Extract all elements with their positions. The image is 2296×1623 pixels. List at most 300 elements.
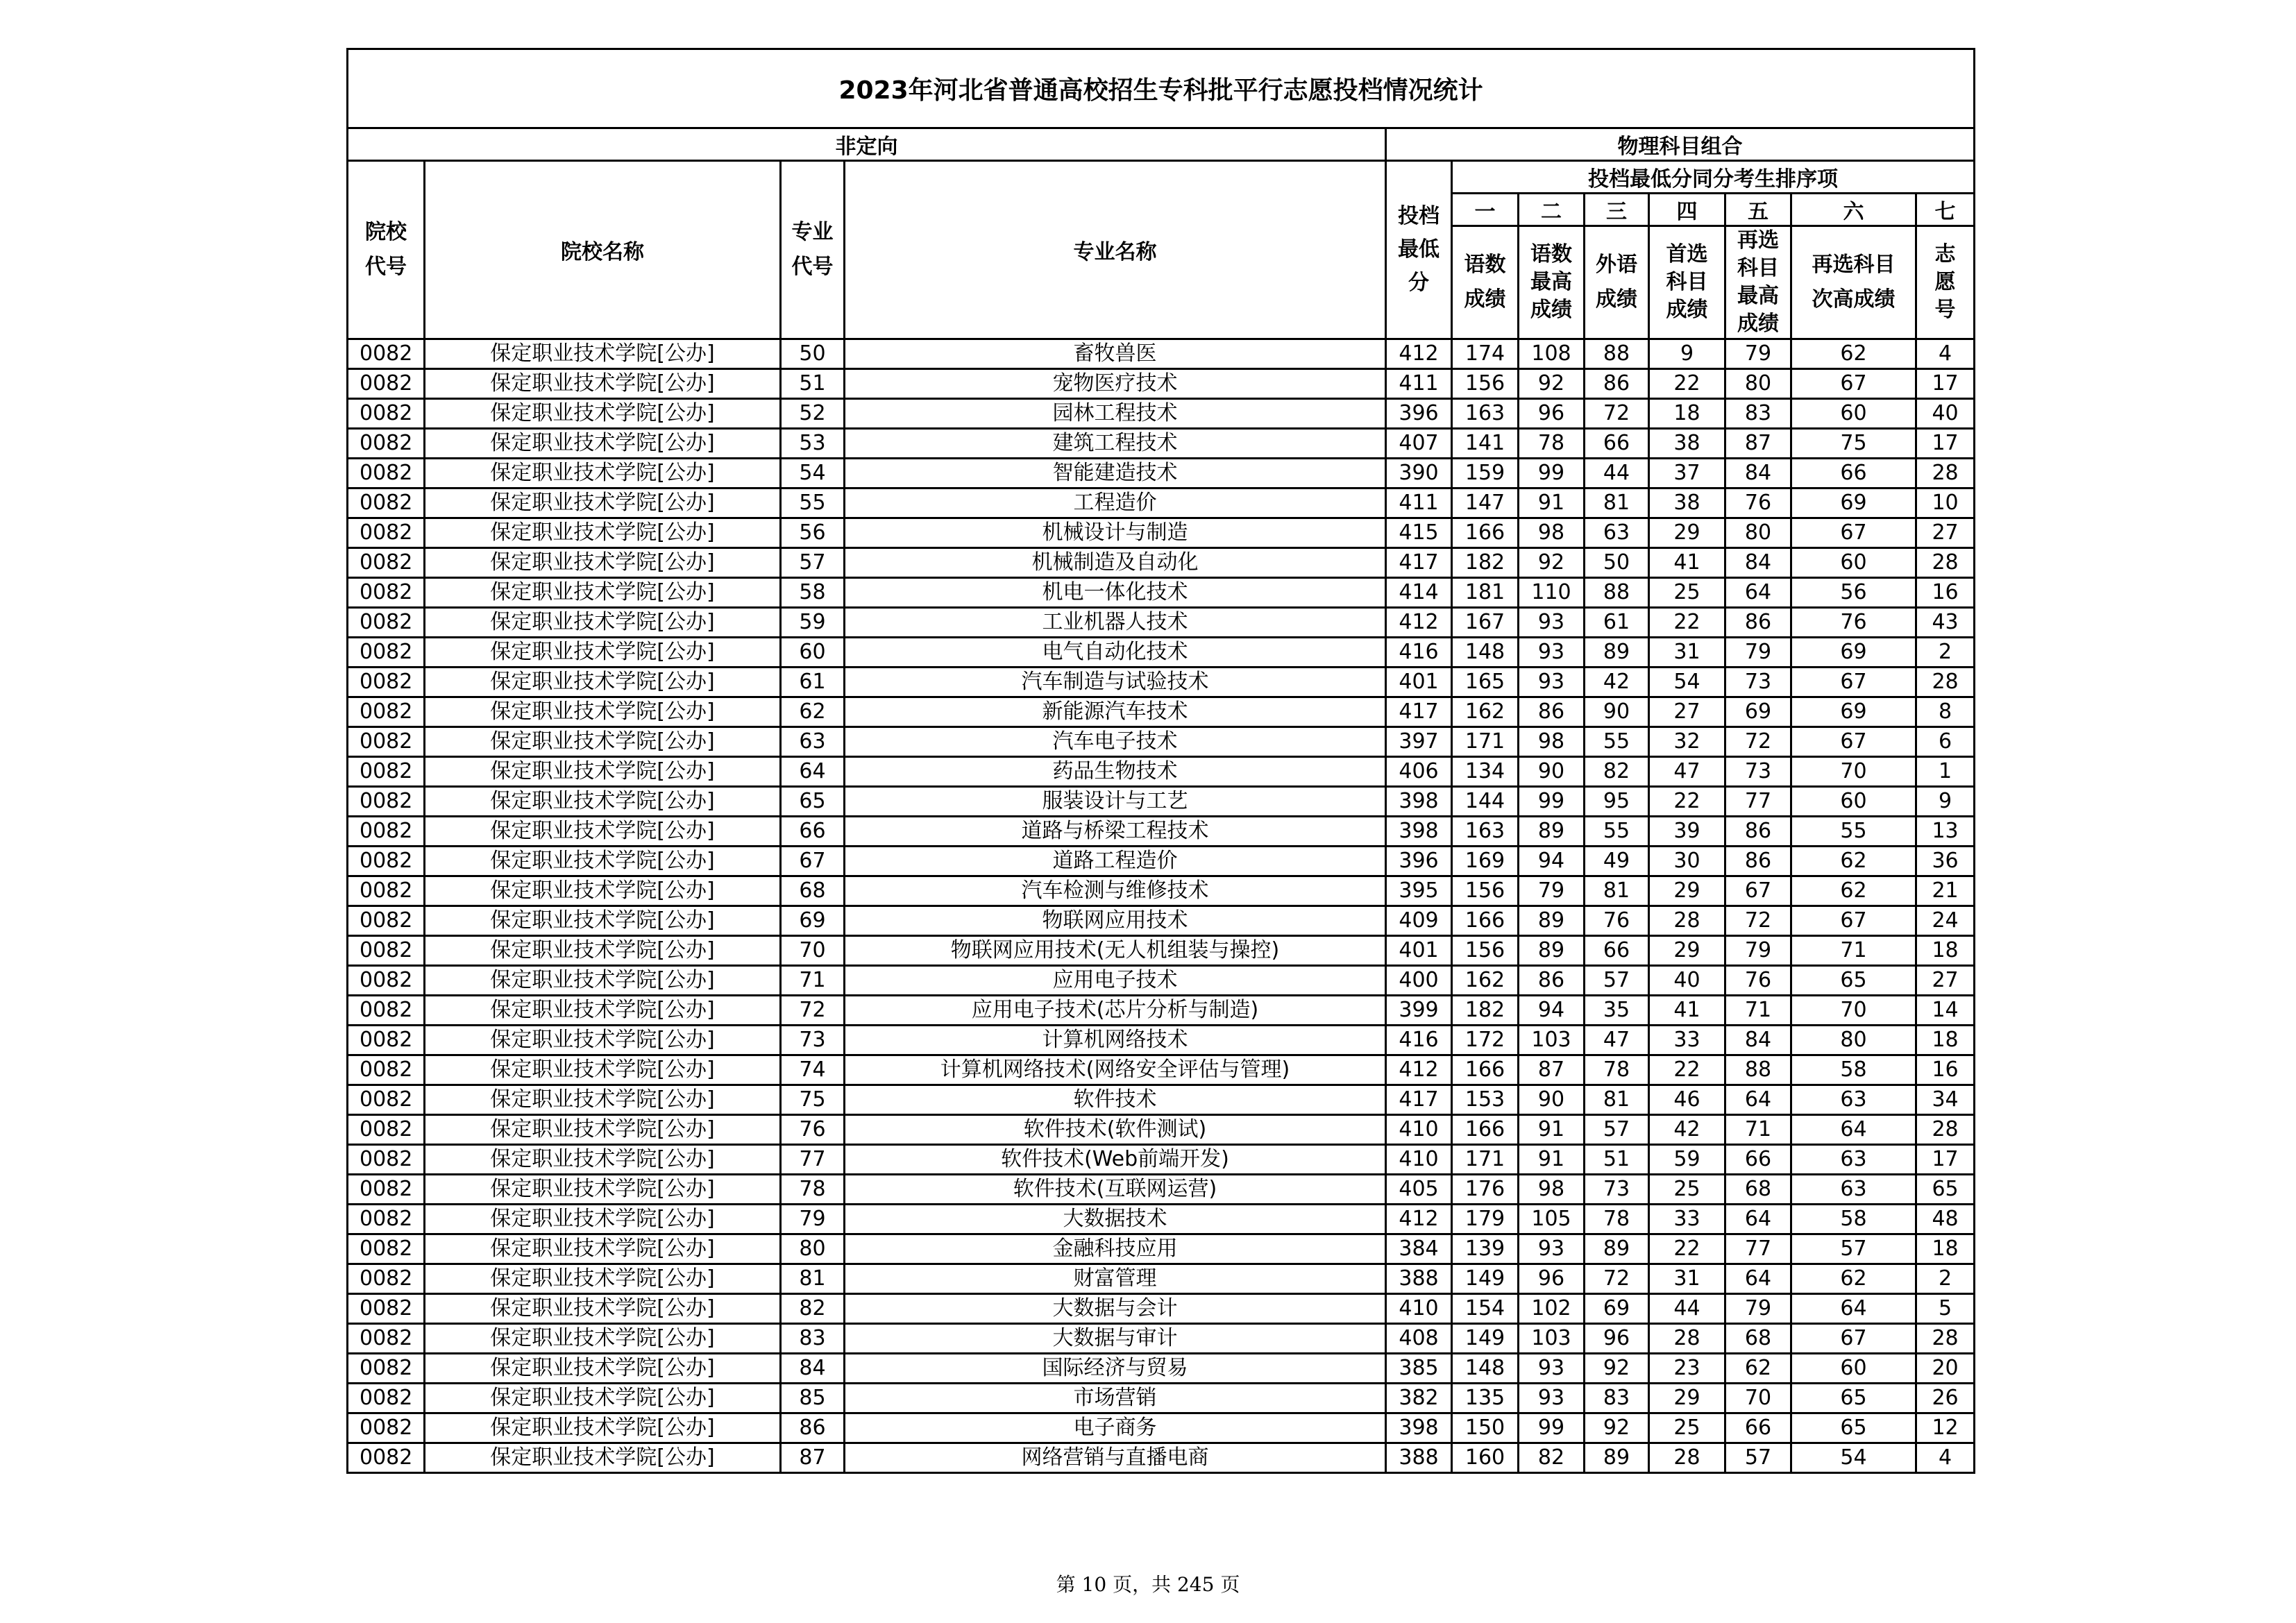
table-cell: 物联网应用技术(无人机组装与操控) bbox=[845, 936, 1386, 966]
table-cell: 63 bbox=[1791, 1085, 1916, 1115]
table-cell: 园林工程技术 bbox=[845, 399, 1386, 429]
table-cell: 91 bbox=[1519, 488, 1585, 518]
table-cell: 165 bbox=[1452, 668, 1519, 697]
table-cell: 92 bbox=[1585, 1413, 1649, 1443]
table-cell: 82 bbox=[1519, 1443, 1585, 1473]
table-cell: 388 bbox=[1386, 1443, 1452, 1473]
table-cell: 国际经济与贸易 bbox=[845, 1354, 1386, 1384]
table-cell: 398 bbox=[1386, 787, 1452, 817]
table-cell: 79 bbox=[1725, 638, 1791, 668]
table-cell: 171 bbox=[1452, 1145, 1519, 1175]
table-row bbox=[348, 1205, 1975, 1234]
table-row bbox=[348, 518, 1975, 548]
table-cell: 保定职业技术学院[公办] bbox=[425, 578, 781, 608]
table-cell: 64 bbox=[1725, 1264, 1791, 1294]
table-cell: 保定职业技术学院[公办] bbox=[425, 1264, 781, 1294]
table-cell: 397 bbox=[1386, 727, 1452, 757]
table-cell: 64 bbox=[1725, 1205, 1791, 1234]
table-cell: 169 bbox=[1452, 847, 1519, 876]
table-cell: 396 bbox=[1386, 399, 1452, 429]
table-cell: 27 bbox=[1916, 518, 1975, 548]
table-cell: 58 bbox=[1791, 1055, 1916, 1085]
table-cell: 89 bbox=[1585, 638, 1649, 668]
table-cell: 保定职业技术学院[公办] bbox=[425, 876, 781, 906]
table-cell: 67 bbox=[781, 847, 845, 876]
table-row bbox=[348, 1443, 1975, 1473]
table-cell: 28 bbox=[1916, 459, 1975, 488]
table-cell: 76 bbox=[1791, 608, 1916, 638]
table-cell: 金融科技应用 bbox=[845, 1234, 1386, 1264]
table-cell: 保定职业技术学院[公办] bbox=[425, 697, 781, 727]
table-cell: 网络营销与直播电商 bbox=[845, 1443, 1386, 1473]
table-cell: 机械设计与制造 bbox=[845, 518, 1386, 548]
table-cell: 70 bbox=[1791, 757, 1916, 787]
table-cell: 62 bbox=[1725, 1354, 1791, 1384]
table-cell: 保定职业技术学院[公办] bbox=[425, 1205, 781, 1234]
table-cell: 工业机器人技术 bbox=[845, 608, 1386, 638]
table-cell: 154 bbox=[1452, 1294, 1519, 1324]
table-cell: 80 bbox=[1725, 518, 1791, 548]
table-cell: 72 bbox=[1725, 727, 1791, 757]
table-row bbox=[348, 847, 1975, 876]
table-cell: 60 bbox=[1791, 399, 1916, 429]
table-cell: 0082 bbox=[348, 1294, 425, 1324]
table-cell: 0082 bbox=[348, 1354, 425, 1384]
table-cell: 166 bbox=[1452, 1055, 1519, 1085]
table-cell: 167 bbox=[1452, 608, 1519, 638]
table-cell: 65 bbox=[1791, 966, 1916, 996]
table-cell: 53 bbox=[781, 429, 845, 459]
table-cell: 0082 bbox=[348, 1026, 425, 1055]
table-cell: 0082 bbox=[348, 1115, 425, 1145]
table-cell: 0082 bbox=[348, 817, 425, 847]
table-cell: 23 bbox=[1649, 1354, 1725, 1384]
table-cell: 83 bbox=[1725, 399, 1791, 429]
table-cell: 51 bbox=[781, 369, 845, 399]
table-cell: 41 bbox=[1649, 996, 1725, 1026]
table-cell: 57 bbox=[1585, 1115, 1649, 1145]
table-cell: 保定职业技术学院[公办] bbox=[425, 787, 781, 817]
table-row bbox=[348, 1294, 1975, 1324]
table-cell: 47 bbox=[1585, 1026, 1649, 1055]
table-cell: 22 bbox=[1649, 608, 1725, 638]
table-cell: 162 bbox=[1452, 966, 1519, 996]
table-cell: 大数据与审计 bbox=[845, 1324, 1386, 1354]
table-cell: 86 bbox=[1725, 847, 1791, 876]
table-cell: 78 bbox=[1519, 429, 1585, 459]
table-cell: 159 bbox=[1452, 459, 1519, 488]
table-cell: 保定职业技术学院[公办] bbox=[425, 459, 781, 488]
table-cell: 68 bbox=[781, 876, 845, 906]
table-cell: 13 bbox=[1916, 817, 1975, 847]
table-cell: 2 bbox=[1916, 638, 1975, 668]
table-cell: 保定职业技术学院[公办] bbox=[425, 608, 781, 638]
table-cell: 55 bbox=[781, 488, 845, 518]
table-row bbox=[348, 399, 1975, 429]
table-cell: 机械制造及自动化 bbox=[845, 548, 1386, 578]
table-cell: 399 bbox=[1386, 996, 1452, 1026]
table-cell: 62 bbox=[1791, 847, 1916, 876]
table-cell: 83 bbox=[781, 1324, 845, 1354]
table-cell: 42 bbox=[1649, 1115, 1725, 1145]
rank-label-reselect-max: 再选科目最高成绩 bbox=[1725, 226, 1791, 339]
table-cell: 保定职业技术学院[公办] bbox=[425, 339, 781, 369]
table-row bbox=[348, 1324, 1975, 1354]
table-row bbox=[348, 339, 1975, 369]
table-cell: 16 bbox=[1916, 1055, 1975, 1085]
table-cell: 78 bbox=[1585, 1055, 1649, 1085]
table-cell: 0082 bbox=[348, 668, 425, 697]
table-cell: 64 bbox=[781, 757, 845, 787]
table-cell: 0082 bbox=[348, 459, 425, 488]
table-cell: 软件技术 bbox=[845, 1085, 1386, 1115]
table-cell: 保定职业技术学院[公办] bbox=[425, 638, 781, 668]
table-cell: 27 bbox=[1649, 697, 1725, 727]
table-cell: 17 bbox=[1916, 369, 1975, 399]
table-cell: 141 bbox=[1452, 429, 1519, 459]
table-cell: 0082 bbox=[348, 518, 425, 548]
col-header-school-name: 院校名称 bbox=[425, 161, 781, 339]
table-cell: 67 bbox=[1791, 518, 1916, 548]
table-cell: 86 bbox=[1585, 369, 1649, 399]
table-cell: 88 bbox=[1585, 578, 1649, 608]
table-cell: 77 bbox=[1725, 787, 1791, 817]
table-cell: 93 bbox=[1519, 668, 1585, 697]
table-cell: 160 bbox=[1452, 1443, 1519, 1473]
table-cell: 78 bbox=[781, 1175, 845, 1205]
table-cell: 135 bbox=[1452, 1384, 1519, 1413]
table-cell: 69 bbox=[1725, 697, 1791, 727]
table-cell: 71 bbox=[1725, 1115, 1791, 1145]
table-cell: 148 bbox=[1452, 638, 1519, 668]
table-cell: 411 bbox=[1386, 369, 1452, 399]
table-cell: 90 bbox=[1519, 1085, 1585, 1115]
table-cell: 57 bbox=[1585, 966, 1649, 996]
table-cell: 9 bbox=[1649, 339, 1725, 369]
table-cell: 保定职业技术学院[公办] bbox=[425, 369, 781, 399]
table-row bbox=[348, 488, 1975, 518]
table-cell: 0082 bbox=[348, 1055, 425, 1085]
table-cell: 72 bbox=[1725, 906, 1791, 936]
rank-number: 七 bbox=[1916, 194, 1975, 226]
table-cell: 28 bbox=[1916, 1115, 1975, 1145]
table-cell: 70 bbox=[1791, 996, 1916, 1026]
table-cell: 78 bbox=[1585, 1205, 1649, 1234]
table-cell: 46 bbox=[1649, 1085, 1725, 1115]
table-cell: 40 bbox=[1916, 399, 1975, 429]
table-cell: 大数据技术 bbox=[845, 1205, 1386, 1234]
table-cell: 54 bbox=[1649, 668, 1725, 697]
rank-group-header: 投档最低分同分考生排序项 bbox=[1452, 161, 1975, 194]
table-cell: 93 bbox=[1519, 638, 1585, 668]
rank-label-chinese-math: 语数成绩 bbox=[1452, 226, 1519, 339]
table-cell: 417 bbox=[1386, 1085, 1452, 1115]
table-cell: 64 bbox=[1725, 578, 1791, 608]
table-cell: 166 bbox=[1452, 518, 1519, 548]
table-cell: 41 bbox=[1649, 548, 1725, 578]
table-row bbox=[348, 1145, 1975, 1175]
table-cell: 93 bbox=[1519, 1234, 1585, 1264]
table-cell: 应用电子技术(芯片分析与制造) bbox=[845, 996, 1386, 1026]
table-cell: 保定职业技术学院[公办] bbox=[425, 966, 781, 996]
table-cell: 72 bbox=[1585, 1264, 1649, 1294]
table-cell: 412 bbox=[1386, 608, 1452, 638]
table-cell: 80 bbox=[1791, 1026, 1916, 1055]
table-cell: 96 bbox=[1519, 399, 1585, 429]
table-cell: 92 bbox=[1585, 1354, 1649, 1384]
table-cell: 103 bbox=[1519, 1324, 1585, 1354]
table-cell: 保定职业技术学院[公办] bbox=[425, 1294, 781, 1324]
table-cell: 94 bbox=[1519, 847, 1585, 876]
table-cell: 58 bbox=[781, 578, 845, 608]
table-cell: 99 bbox=[1519, 787, 1585, 817]
table-row bbox=[348, 697, 1975, 727]
table-cell: 70 bbox=[1725, 1384, 1791, 1413]
table-cell: 22 bbox=[1649, 787, 1725, 817]
table-cell: 89 bbox=[1585, 1443, 1649, 1473]
table-cell: 96 bbox=[1519, 1264, 1585, 1294]
table-cell: 84 bbox=[1725, 459, 1791, 488]
table-row bbox=[348, 757, 1975, 787]
table-cell: 89 bbox=[1519, 936, 1585, 966]
table-cell: 28 bbox=[1649, 1324, 1725, 1354]
table-cell: 60 bbox=[781, 638, 845, 668]
table-cell: 149 bbox=[1452, 1324, 1519, 1354]
table-cell: 大数据与会计 bbox=[845, 1294, 1386, 1324]
table-cell: 55 bbox=[1585, 727, 1649, 757]
table-cell: 171 bbox=[1452, 727, 1519, 757]
table-cell: 91 bbox=[1519, 1115, 1585, 1145]
table-cell: 98 bbox=[1519, 1175, 1585, 1205]
table-cell: 417 bbox=[1386, 697, 1452, 727]
page-title: 2023年河北省普通高校招生专科批平行志愿投档情况统计 bbox=[348, 49, 1975, 128]
table-cell: 0082 bbox=[348, 548, 425, 578]
table-cell: 77 bbox=[1725, 1234, 1791, 1264]
table-cell: 105 bbox=[1519, 1205, 1585, 1234]
table-cell: 172 bbox=[1452, 1026, 1519, 1055]
table-cell: 39 bbox=[1649, 817, 1725, 847]
table-cell: 87 bbox=[1519, 1055, 1585, 1085]
table-cell: 保定职业技术学院[公办] bbox=[425, 1354, 781, 1384]
table-cell: 73 bbox=[1725, 757, 1791, 787]
table-cell: 92 bbox=[1519, 369, 1585, 399]
table-cell: 65 bbox=[781, 787, 845, 817]
table-cell: 181 bbox=[1452, 578, 1519, 608]
table-cell: 163 bbox=[1452, 399, 1519, 429]
table-cell: 93 bbox=[1519, 1384, 1585, 1413]
table-cell: 99 bbox=[1519, 459, 1585, 488]
table-cell: 保定职业技术学院[公办] bbox=[425, 668, 781, 697]
table-cell: 86 bbox=[1725, 817, 1791, 847]
table-cell: 9 bbox=[1916, 787, 1975, 817]
table-cell: 18 bbox=[1916, 1026, 1975, 1055]
table-row bbox=[348, 817, 1975, 847]
table-cell: 417 bbox=[1386, 548, 1452, 578]
table-cell: 28 bbox=[1916, 548, 1975, 578]
table-cell: 新能源汽车技术 bbox=[845, 697, 1386, 727]
table-row bbox=[348, 996, 1975, 1026]
table-row bbox=[348, 429, 1975, 459]
table-cell: 0082 bbox=[348, 1085, 425, 1115]
table-row bbox=[348, 1175, 1975, 1205]
table-cell: 64 bbox=[1725, 1085, 1791, 1115]
table-cell: 56 bbox=[1791, 578, 1916, 608]
table-cell: 0082 bbox=[348, 966, 425, 996]
table-cell: 计算机网络技术 bbox=[845, 1026, 1386, 1055]
table-cell: 102 bbox=[1519, 1294, 1585, 1324]
table-cell: 99 bbox=[1519, 1413, 1585, 1443]
table-cell: 40 bbox=[1649, 966, 1725, 996]
table-cell: 66 bbox=[1791, 459, 1916, 488]
table-cell: 14 bbox=[1916, 996, 1975, 1026]
rank-label-foreign-language: 外语成绩 bbox=[1585, 226, 1649, 339]
table-cell: 59 bbox=[1649, 1145, 1725, 1175]
table-cell: 51 bbox=[1585, 1145, 1649, 1175]
table-cell: 电子商务 bbox=[845, 1413, 1386, 1443]
table-cell: 86 bbox=[781, 1413, 845, 1443]
admission-table bbox=[346, 48, 1975, 1474]
table-cell: 65 bbox=[1791, 1413, 1916, 1443]
table-cell: 保定职业技术学院[公办] bbox=[425, 847, 781, 876]
table-cell: 103 bbox=[1519, 1026, 1585, 1055]
table-cell: 71 bbox=[781, 966, 845, 996]
table-cell: 2 bbox=[1916, 1264, 1975, 1294]
rank-number: 四 bbox=[1649, 194, 1725, 226]
table-row bbox=[348, 1026, 1975, 1055]
table-cell: 75 bbox=[1791, 429, 1916, 459]
table-cell: 388 bbox=[1386, 1264, 1452, 1294]
table-cell: 398 bbox=[1386, 817, 1452, 847]
table-cell: 汽车制造与试验技术 bbox=[845, 668, 1386, 697]
table-cell: 87 bbox=[781, 1443, 845, 1473]
table-cell: 软件技术(Web前端开发) bbox=[845, 1145, 1386, 1175]
table-cell: 147 bbox=[1452, 488, 1519, 518]
table-row bbox=[348, 1055, 1975, 1085]
table-cell: 406 bbox=[1386, 757, 1452, 787]
table-cell: 保定职业技术学院[公办] bbox=[425, 1413, 781, 1443]
table-cell: 汽车电子技术 bbox=[845, 727, 1386, 757]
table-cell: 财富管理 bbox=[845, 1264, 1386, 1294]
table-cell: 44 bbox=[1585, 459, 1649, 488]
table-cell: 54 bbox=[781, 459, 845, 488]
table-cell: 69 bbox=[781, 906, 845, 936]
table-cell: 411 bbox=[1386, 488, 1452, 518]
table-cell: 60 bbox=[1791, 548, 1916, 578]
table-row bbox=[348, 906, 1975, 936]
table-cell: 79 bbox=[1725, 936, 1791, 966]
table-cell: 保定职业技术学院[公办] bbox=[425, 996, 781, 1026]
table-row bbox=[348, 1085, 1975, 1115]
table-cell: 37 bbox=[1649, 459, 1725, 488]
table-cell: 62 bbox=[1791, 339, 1916, 369]
table-cell: 50 bbox=[781, 339, 845, 369]
table-cell: 149 bbox=[1452, 1264, 1519, 1294]
table-cell: 91 bbox=[1519, 1145, 1585, 1175]
table-cell: 92 bbox=[1519, 548, 1585, 578]
table-cell: 0082 bbox=[348, 906, 425, 936]
table-cell: 398 bbox=[1386, 1413, 1452, 1443]
table-cell: 66 bbox=[1725, 1413, 1791, 1443]
table-cell: 保定职业技术学院[公办] bbox=[425, 1175, 781, 1205]
col-header-major-name: 专业名称 bbox=[845, 161, 1386, 339]
table-cell: 计算机网络技术(网络安全评估与管理) bbox=[845, 1055, 1386, 1085]
table-cell: 保定职业技术学院[公办] bbox=[425, 399, 781, 429]
table-cell: 416 bbox=[1386, 638, 1452, 668]
table-cell: 396 bbox=[1386, 847, 1452, 876]
table-cell: 86 bbox=[1519, 697, 1585, 727]
table-cell: 156 bbox=[1452, 369, 1519, 399]
table-cell: 28 bbox=[1649, 906, 1725, 936]
table-cell: 77 bbox=[781, 1145, 845, 1175]
table-cell: 400 bbox=[1386, 966, 1452, 996]
rank-number: 五 bbox=[1725, 194, 1791, 226]
table-cell: 智能建造技术 bbox=[845, 459, 1386, 488]
table-cell: 395 bbox=[1386, 876, 1452, 906]
table-cell: 0082 bbox=[348, 727, 425, 757]
table-cell: 81 bbox=[781, 1264, 845, 1294]
table-cell: 73 bbox=[1585, 1175, 1649, 1205]
table-cell: 28 bbox=[1916, 1324, 1975, 1354]
table-cell: 应用电子技术 bbox=[845, 966, 1386, 996]
table-cell: 31 bbox=[1649, 638, 1725, 668]
group-header-physics-combo: 物理科目组合 bbox=[1386, 128, 1975, 161]
table-cell: 67 bbox=[1791, 668, 1916, 697]
table-cell: 25 bbox=[1649, 1175, 1725, 1205]
table-cell: 81 bbox=[1585, 876, 1649, 906]
table-cell: 20 bbox=[1916, 1354, 1975, 1384]
table-cell: 89 bbox=[1519, 906, 1585, 936]
table-cell: 59 bbox=[781, 608, 845, 638]
table-row bbox=[348, 1354, 1975, 1384]
table-cell: 49 bbox=[1585, 847, 1649, 876]
table-cell: 182 bbox=[1452, 548, 1519, 578]
table-row bbox=[348, 459, 1975, 488]
table-row bbox=[348, 936, 1975, 966]
table-row bbox=[348, 548, 1975, 578]
table-cell: 22 bbox=[1649, 369, 1725, 399]
table-cell: 82 bbox=[1585, 757, 1649, 787]
table-cell: 服装设计与工艺 bbox=[845, 787, 1386, 817]
table-cell: 保定职业技术学院[公办] bbox=[425, 1384, 781, 1413]
table-cell: 0082 bbox=[348, 1145, 425, 1175]
table-cell: 保定职业技术学院[公办] bbox=[425, 906, 781, 936]
table-cell: 176 bbox=[1452, 1175, 1519, 1205]
table-cell: 90 bbox=[1519, 757, 1585, 787]
table-cell: 98 bbox=[1519, 727, 1585, 757]
table-cell: 50 bbox=[1585, 548, 1649, 578]
table-cell: 0082 bbox=[348, 369, 425, 399]
table-cell: 24 bbox=[1916, 906, 1975, 936]
table-cell: 工程造价 bbox=[845, 488, 1386, 518]
table-cell: 0082 bbox=[348, 399, 425, 429]
table-cell: 415 bbox=[1386, 518, 1452, 548]
table-cell: 0082 bbox=[348, 876, 425, 906]
table-cell: 36 bbox=[1916, 847, 1975, 876]
table-cell: 174 bbox=[1452, 339, 1519, 369]
table-cell: 61 bbox=[1585, 608, 1649, 638]
table-cell: 70 bbox=[781, 936, 845, 966]
table-cell: 150 bbox=[1452, 1413, 1519, 1443]
table-cell: 66 bbox=[1585, 429, 1649, 459]
table-cell: 63 bbox=[1585, 518, 1649, 548]
table-cell: 64 bbox=[1791, 1294, 1916, 1324]
table-cell: 80 bbox=[1725, 369, 1791, 399]
table-cell: 38 bbox=[1649, 429, 1725, 459]
table-cell: 38 bbox=[1649, 488, 1725, 518]
table-cell: 60 bbox=[1791, 1354, 1916, 1384]
table-cell: 93 bbox=[1519, 608, 1585, 638]
table-cell: 0082 bbox=[348, 1413, 425, 1443]
